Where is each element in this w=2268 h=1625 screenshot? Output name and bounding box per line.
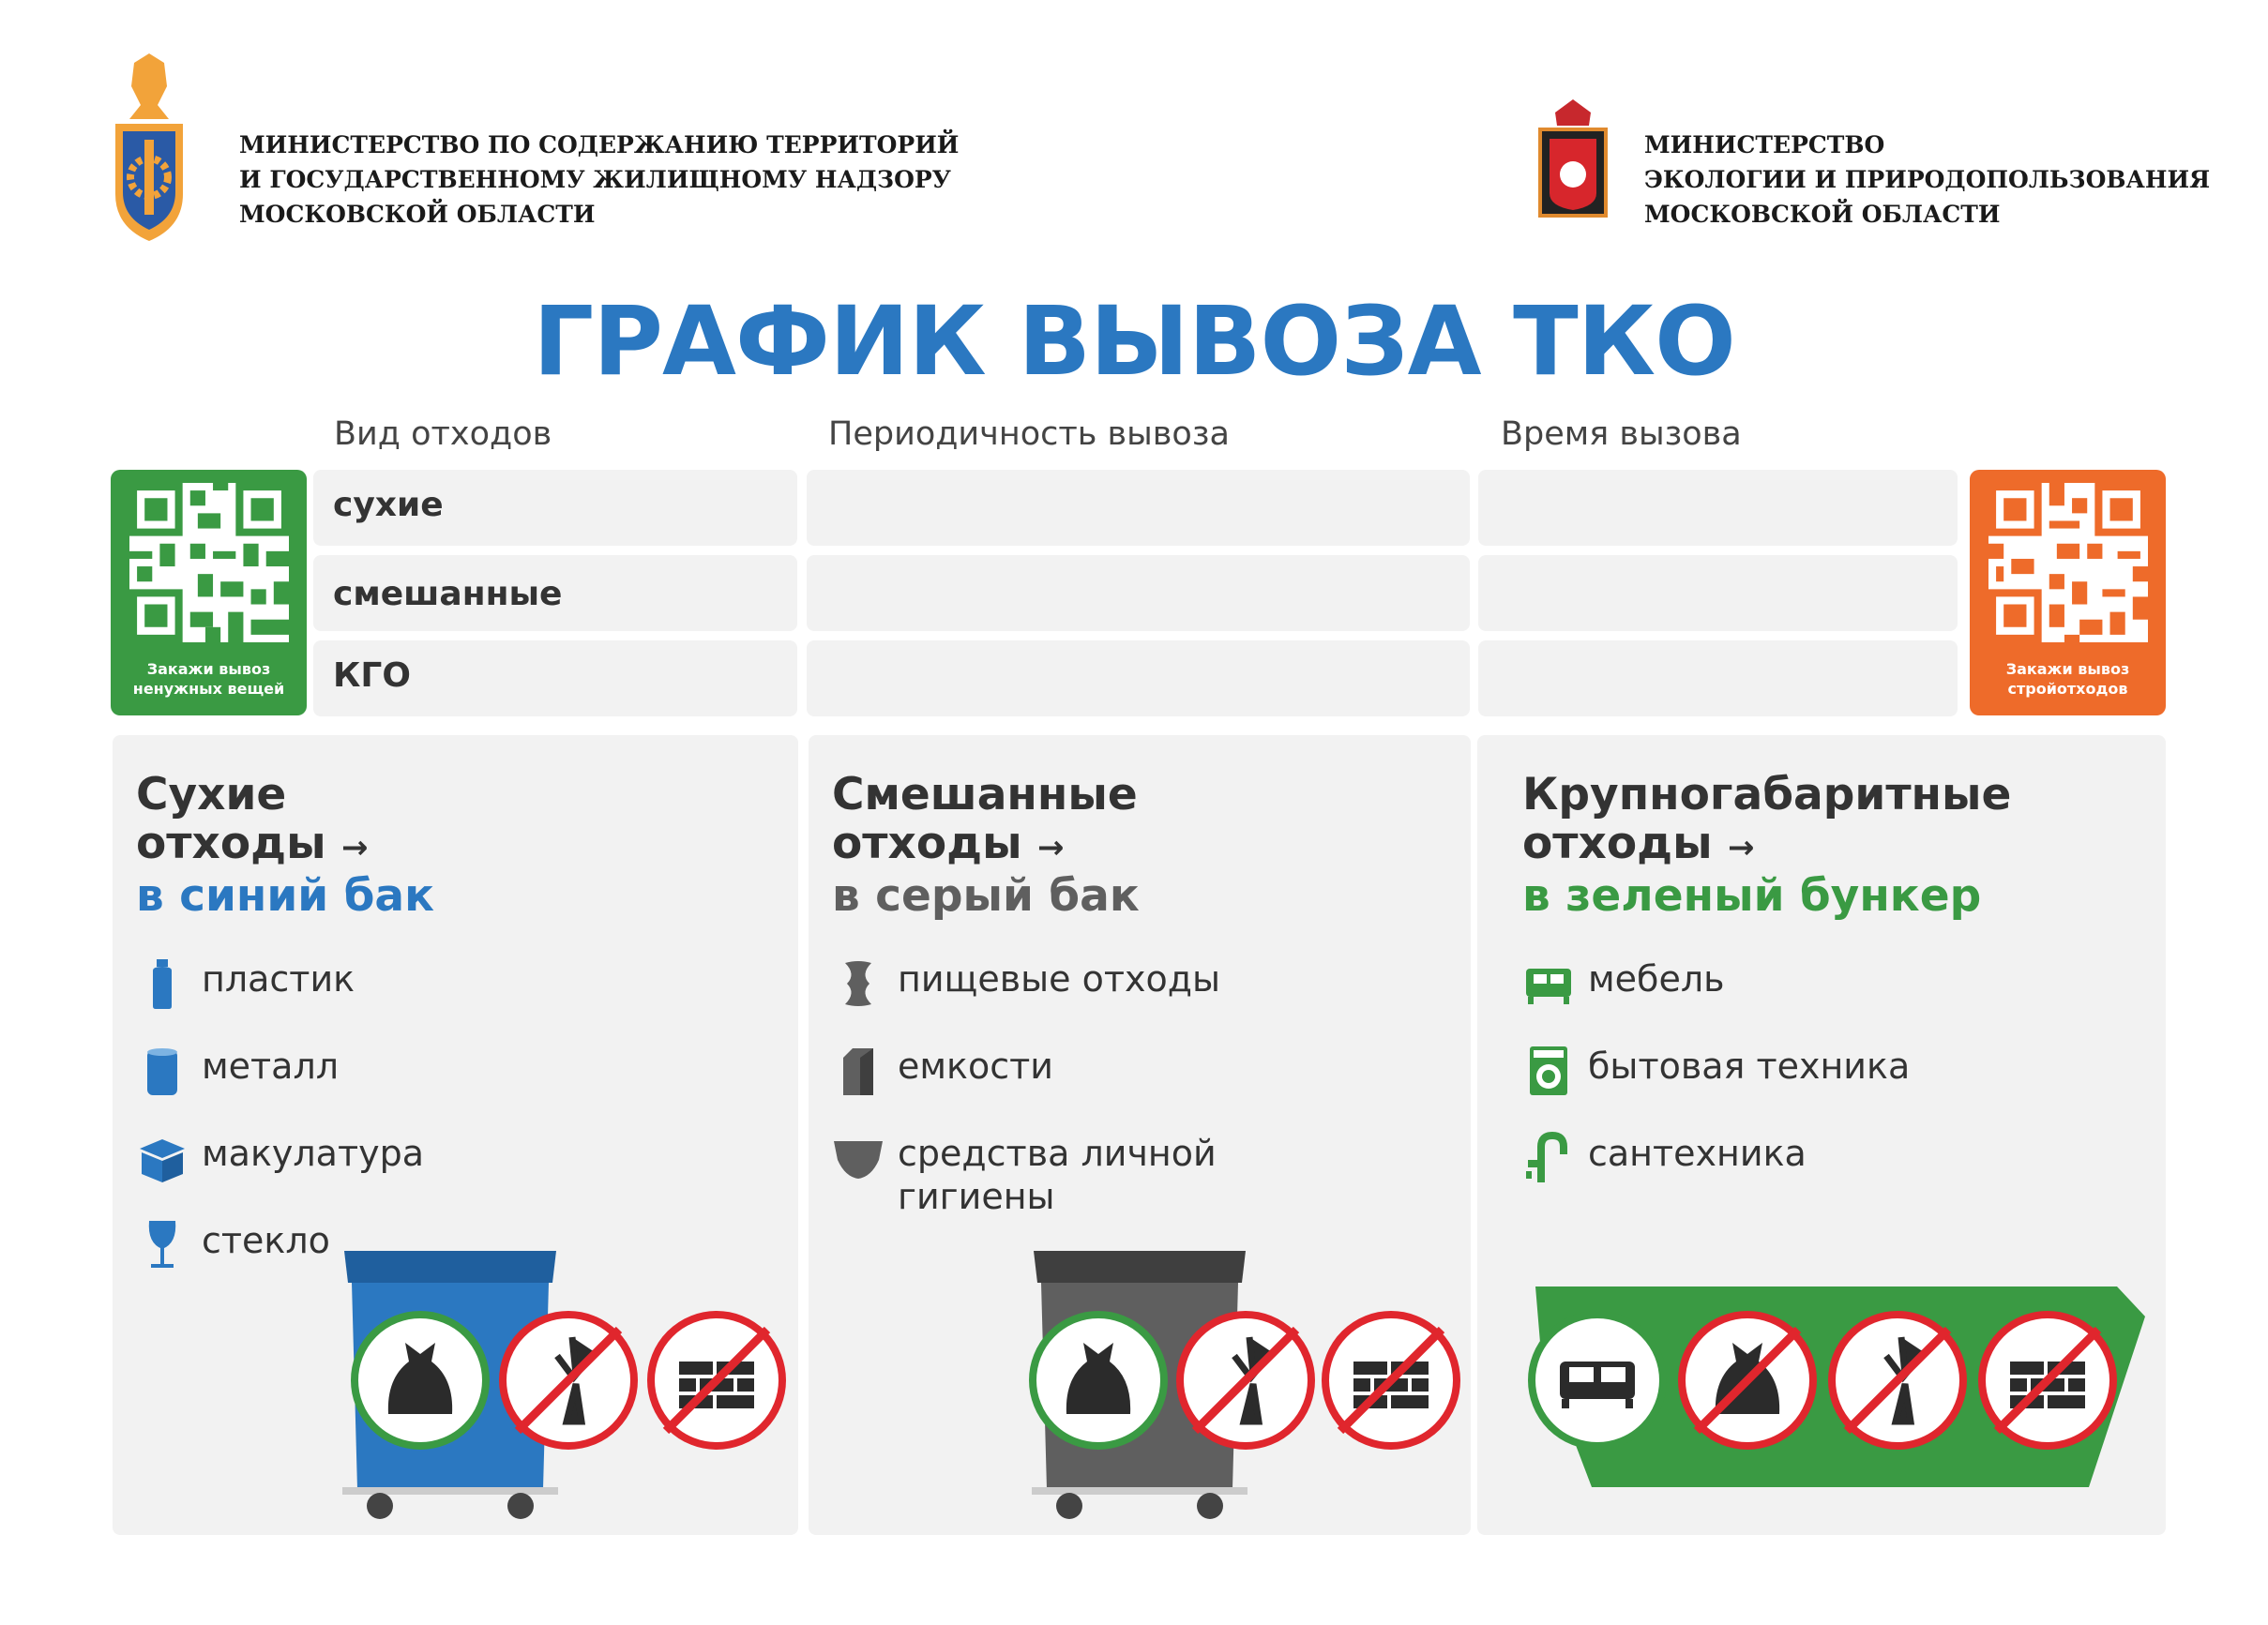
panel-title-line: отходы (1522, 818, 1713, 869)
right-ministry-line: МИНИСТЕРСТВО (1644, 131, 1885, 158)
forbidden-bricks-icon (1320, 1309, 1462, 1452)
item-label: стекло (202, 1220, 330, 1261)
list-item (136, 1219, 330, 1271)
page-title: ГРАФИК ВЫВОЗА ТКО (533, 286, 1735, 398)
washing-machine-icon (1522, 1045, 1575, 1097)
faucet-icon (1522, 1132, 1575, 1184)
left-ministry-name (239, 128, 959, 232)
item-label: металл (202, 1046, 340, 1087)
table-cell-frequency[interactable] (807, 470, 1470, 546)
allowed-bag-icon (349, 1309, 491, 1452)
sofa-icon (1522, 957, 1575, 1010)
qr-order-construction[interactable] (1970, 470, 2166, 715)
list-item (136, 957, 355, 1010)
list-item (136, 1045, 339, 1097)
panel-title (136, 771, 434, 921)
panel-title-line: Сухие (136, 769, 287, 820)
wine-glass-icon (136, 1219, 189, 1271)
list-item (1522, 1132, 1807, 1184)
panel-title-line: Крупногабаритные (1522, 769, 2012, 820)
qr-caption-line: ненужных вещей (132, 680, 285, 698)
row-label-bulky: КГО (333, 656, 411, 695)
item-label: пластик (202, 958, 355, 1000)
table-cell-time[interactable] (1478, 470, 1958, 546)
item-label: бытовая техника (1588, 1046, 1911, 1087)
row-label-dry: сухие (333, 486, 444, 524)
list-item (1522, 957, 1725, 1010)
qr-caption (111, 659, 307, 699)
left-ministry-line: И ГОСУДАРСТВЕННОМУ ЖИЛИЩНОМУ НАДЗОРУ (239, 166, 951, 193)
arrow-icon: → (1727, 829, 1755, 866)
panel-title-line: Смешанные (832, 769, 1138, 820)
item-label (898, 1132, 1217, 1218)
forbidden-bricks-icon (645, 1309, 788, 1452)
diaper-icon (832, 1132, 885, 1184)
forbidden-branches-icon (1174, 1309, 1317, 1452)
row-label-mixed: смешанные (333, 575, 563, 613)
plastic-bottle-icon (136, 957, 189, 1010)
list-item (832, 957, 1220, 1010)
panel-title-line: отходы (136, 818, 326, 869)
item-label-line: гигиены (898, 1176, 1055, 1217)
arrow-icon: → (1036, 829, 1065, 866)
panel-destination: в серый бак (832, 870, 1140, 922)
panel-title (1522, 771, 2011, 921)
allowed-sofa-icon (1526, 1309, 1669, 1452)
item-label: сантехника (1588, 1133, 1807, 1174)
right-ministry-name (1644, 128, 2210, 232)
panel-mixed-waste (809, 735, 1471, 1535)
qr-caption-line: стройотходов (2007, 680, 2128, 698)
carton-icon (832, 1045, 885, 1097)
header-call-time: Время вызова (1501, 415, 1742, 453)
qr-code-icon (1988, 483, 2148, 642)
list-item (1522, 1045, 1910, 1097)
left-ministry-line: МИНИСТЕРСТВО ПО СОДЕРЖАНИЮ ТЕРРИТОРИЙ (239, 131, 960, 158)
item-label: мебель (1588, 958, 1725, 1000)
item-label: пищевые отходы (898, 958, 1220, 1000)
right-emblem-icon (1536, 99, 1610, 219)
left-ministry-line: МОСКОВСКОЙ ОБЛАСТИ (239, 201, 596, 228)
panel-title (832, 771, 1140, 921)
table-cell-time[interactable] (1478, 555, 1958, 631)
apple-core-icon (832, 957, 885, 1010)
qr-code-icon (129, 483, 289, 642)
arrow-icon: → (340, 829, 369, 866)
qr-caption (1970, 659, 2166, 699)
panel-bulky-waste (1477, 735, 2166, 1535)
table-cell-frequency[interactable] (807, 640, 1470, 716)
list-item (136, 1132, 424, 1184)
panel-title-line: отходы (832, 818, 1022, 869)
left-emblem-icon (111, 53, 188, 243)
panel-destination: в синий бак (136, 870, 435, 922)
header-frequency: Периодичность вывоза (828, 415, 1230, 453)
panel-dry-waste (113, 735, 798, 1535)
qr-caption-line: Закажи вывоз (2005, 660, 2130, 678)
table-cell-frequency[interactable] (807, 555, 1470, 631)
right-ministry-line: ЭКОЛОГИИ И ПРИРОДОПОЛЬЗОВАНИЯ (1644, 166, 2211, 193)
list-item (832, 1132, 1217, 1218)
right-ministry-line: МОСКОВСКОЙ ОБЛАСТИ (1644, 201, 2001, 228)
forbidden-bricks-icon (1976, 1309, 2119, 1452)
can-icon (136, 1045, 189, 1097)
item-label: емкости (898, 1046, 1053, 1087)
list-item (832, 1045, 1053, 1097)
forbidden-branches-icon (497, 1309, 640, 1452)
qr-caption-line: Закажи вывоз (146, 660, 271, 678)
forbidden-branches-icon (1826, 1309, 1969, 1452)
cardboard-box-icon (136, 1132, 189, 1184)
table-cell-time[interactable] (1478, 640, 1958, 716)
header-waste-type: Вид отходов (334, 415, 552, 453)
qr-order-unwanted[interactable] (111, 470, 307, 715)
item-label-line: средства личной (898, 1133, 1217, 1174)
forbidden-bag-icon (1676, 1309, 1819, 1452)
item-label: макулатура (202, 1133, 424, 1174)
panel-destination: в зеленый бункер (1522, 870, 1982, 922)
allowed-bag-icon (1027, 1309, 1170, 1452)
